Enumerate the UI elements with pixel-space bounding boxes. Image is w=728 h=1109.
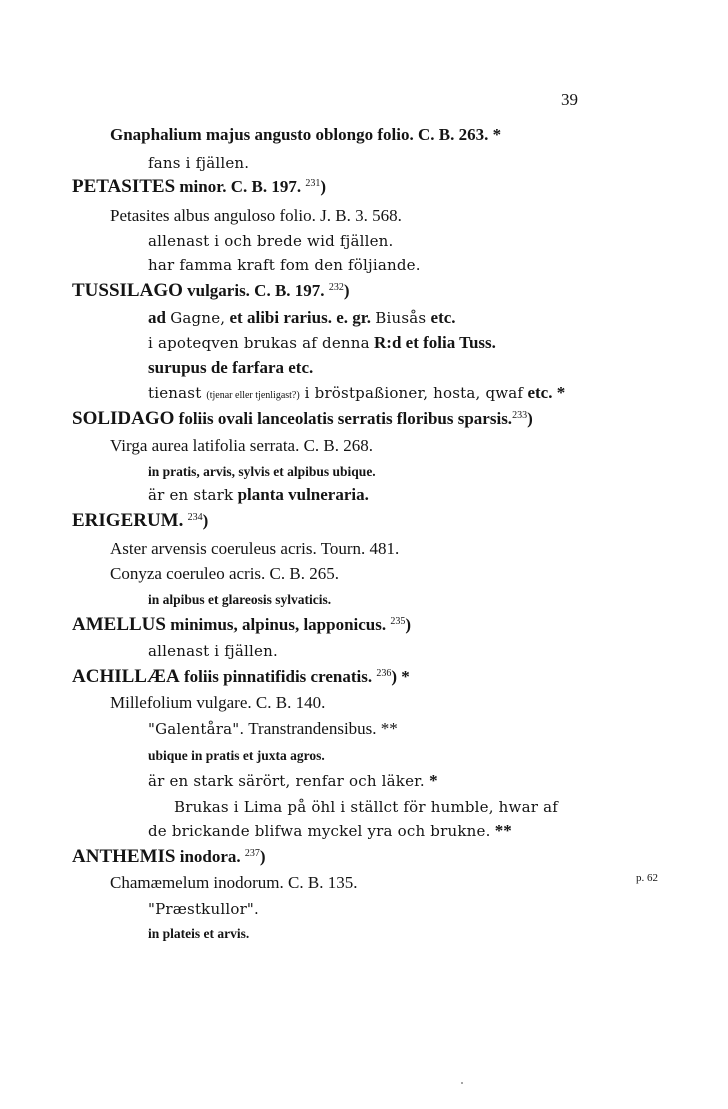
text-span: ) [320, 177, 327, 196]
text-span: är en stark [148, 486, 234, 504]
text-line [148, 898, 259, 920]
text-span: ) [405, 615, 412, 634]
text-line [72, 666, 410, 688]
text-line [148, 820, 512, 842]
text-line [148, 332, 496, 354]
text-line [72, 176, 326, 198]
text-span: Gnaphalium majus angusto oblongo folio. C. B. 263. * [110, 125, 502, 144]
text-line [148, 744, 325, 767]
text-line [148, 152, 249, 174]
text-span: Virga aurea latifolia serrata. C. B. 268. [110, 436, 374, 455]
text-line [148, 307, 456, 329]
text-span: Petasites albus anguloso folio. J. B. 3. 568. [110, 206, 402, 225]
text-span: Chamæmelum inodorum. C. B. 135. [110, 873, 358, 892]
text-span: foliis ovali lanceolatis serratis floribus sparsis. [174, 409, 513, 428]
footnote-ref: 234 [187, 512, 203, 523]
text-line [148, 588, 331, 611]
genus-name: ERIGERUM. [72, 510, 184, 531]
text-line [72, 408, 533, 430]
text-line [110, 563, 339, 585]
text-span: tienast [148, 384, 207, 402]
text-span: ) [259, 847, 266, 866]
text-line [148, 640, 278, 662]
genus-name: SOLIDAGO [72, 408, 175, 429]
text-line [110, 872, 357, 894]
text-span: "Præstkullor". [148, 900, 260, 918]
text-line [72, 846, 266, 868]
text-line [72, 280, 349, 302]
page-number: 39 [561, 90, 578, 109]
text-span: ) [202, 511, 209, 530]
text-line [110, 124, 501, 146]
text-span: ) [527, 409, 533, 428]
text-span: in plateis et arvis. [148, 926, 250, 941]
footnote-ref: 237 [244, 848, 260, 859]
text-span: Millefolium vulgare. C. B. 140. [110, 693, 326, 712]
text-line [148, 718, 398, 740]
text-span: et alibi rarius. e. gr. [225, 308, 376, 327]
text-span: vulgaris. C. B. 197. [182, 281, 329, 300]
text-span: inodora. [175, 847, 245, 866]
text-line [148, 382, 565, 407]
footnote-ref: 232 [328, 282, 344, 293]
text-line [110, 205, 402, 227]
text-span: allenast i och brede wid fjällen. [148, 232, 394, 250]
text-span: Biusås [375, 309, 427, 327]
text-span: ) * [391, 667, 410, 686]
text-span: Brukas i Lima på öhl i ställct för humble, hwar af [174, 798, 558, 816]
text-span: ** [490, 821, 512, 840]
stray-dot [461, 1082, 463, 1084]
footnote-ref: 236 [376, 668, 392, 679]
text-span: in alpibus et glareosis sylvaticis. [148, 592, 332, 607]
text-span: minor. C. B. 197. [175, 177, 306, 196]
text-span: in pratis, arvis, sylvis et alpibus ubique. [148, 464, 376, 479]
text-line [148, 254, 421, 276]
genus-name: AMELLUS [72, 614, 166, 635]
text-span: planta vulneraria. [233, 485, 369, 504]
footnote-ref: 231 [305, 178, 321, 189]
text-line [110, 435, 373, 457]
footnote-ref: 235 [390, 616, 406, 627]
text-span: Gagne, [170, 309, 226, 327]
text-span: surupus de farfara etc. [148, 358, 314, 377]
text-line [148, 922, 249, 945]
text-line [148, 460, 376, 483]
footnote-ref: 233 [512, 410, 528, 421]
text-span: foliis pinnatifidis crenatis. [179, 667, 377, 686]
text-span: ad [148, 308, 171, 327]
text-span: Conyza coeruleo acris. C. B. 265. [110, 564, 339, 583]
text-span: * [424, 771, 438, 790]
genus-name: ANTHEMIS [72, 846, 176, 867]
genus-name: TUSSILAGO [72, 280, 183, 301]
text-span: fans i fjällen. [148, 154, 250, 172]
text-span: "Galentåra". [148, 720, 245, 738]
text-span: i apoteqven brukas af denna [148, 334, 370, 352]
text-span: är en stark särört, renfar och läker. [148, 772, 425, 790]
text-line [72, 510, 208, 532]
text-line [148, 484, 369, 506]
text-span: etc. * [523, 383, 566, 402]
genus-name: PETASITES [72, 176, 176, 197]
text-span: allenast i fjällen. [148, 642, 278, 660]
text-line [110, 692, 325, 714]
text-span: Transtrandensibus. ** [244, 719, 398, 738]
text-span: i bröstpaßioner, hosta, qwaf [299, 384, 524, 402]
text-span: ubique in pratis et juxta agros. [148, 748, 325, 763]
text-span: de brickande blifwa myckel yra och brukne. [148, 822, 491, 840]
text-line [72, 614, 411, 636]
text-line [148, 357, 313, 379]
text-line [174, 796, 558, 818]
text-line [148, 230, 394, 252]
text-line [110, 538, 399, 560]
text-span: ) [343, 281, 350, 300]
text-span: R:d et folia Tuss. [369, 333, 496, 352]
genus-name: ACHILLÆA [72, 666, 180, 687]
text-line [148, 770, 438, 792]
text-span: har famma kraft fom den följiande. [148, 256, 421, 274]
text-span: (tjenar eller tjenligast?) [206, 390, 300, 401]
margin-note: p. 62 [636, 872, 658, 884]
text-span: etc. [426, 308, 456, 327]
text-span: Aster arvensis coeruleus acris. Tourn. 481. [110, 539, 400, 558]
text-span: minimus, alpinus, lapponicus. [165, 615, 391, 634]
